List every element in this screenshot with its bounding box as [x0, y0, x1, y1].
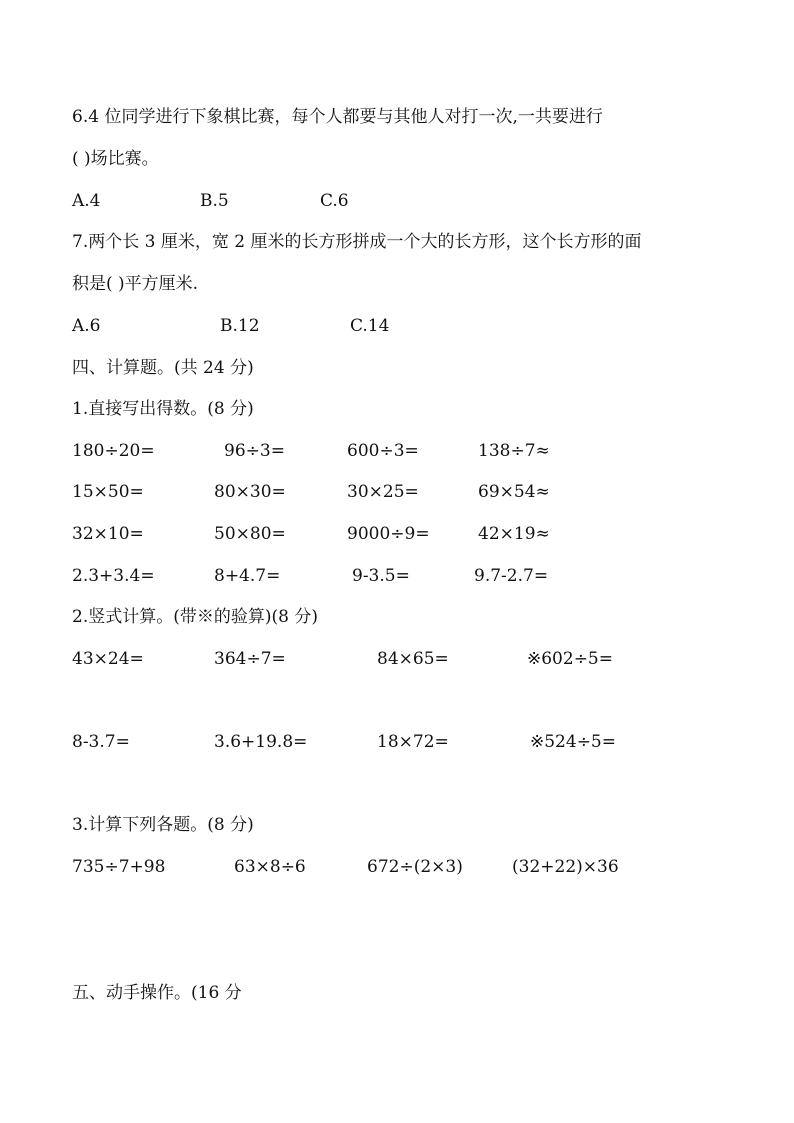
part2-r2-c4: ※524÷5= [530, 732, 616, 752]
part2-title: 2.竖式计算。(带※的验算)(8 分) [72, 607, 318, 627]
part2-r2-c2: 3.6+19.8= [214, 732, 308, 752]
part2-r2-c3: 18×72= [377, 732, 449, 752]
q6-stem-line1: 6.4 位同学进行下象棋比赛，每个人都要与其他人对打一次,一共要进行 [72, 107, 603, 127]
part3-item-1: 735÷7+98 [72, 857, 166, 877]
part1-r2-c1: 15×50= [72, 482, 144, 502]
part1-r4-c4: 9.7-2.7= [474, 566, 549, 586]
part1-r3-c1: 32×10= [72, 524, 144, 544]
q7-option-a: A.6 [72, 316, 101, 336]
part1-r1-c1: 180÷20= [72, 441, 155, 461]
part1-r2-c3: 30×25= [347, 482, 419, 502]
part2-r1-c2: 364÷7= [214, 649, 286, 669]
part1-r4-c3: 9-3.5= [352, 566, 410, 586]
part1-title: 1.直接写出得数。(8 分) [72, 399, 254, 419]
part3-item-2: 63×8÷6 [234, 857, 306, 877]
part2-r1-c3: 84×65= [377, 649, 449, 669]
part1-r2-c4: 69×54≈ [478, 482, 550, 502]
part2-r1-c4: ※602÷5= [527, 649, 613, 669]
part3-item-4: (32+22)×36 [512, 857, 619, 877]
section5-heading: 五、动手操作。(16 分 [72, 983, 242, 1003]
part1-r3-c2: 50×80= [214, 524, 286, 544]
part1-r4-c1: 2.3+3.4= [72, 566, 155, 586]
q7-stem-line2: 积是( )平方厘米. [72, 274, 199, 294]
q7-option-c: C.14 [350, 316, 390, 336]
part1-r3-c4: 42×19≈ [478, 524, 550, 544]
part1-r1-c2: 96÷3= [224, 441, 285, 461]
part1-r3-c3: 9000÷9= [347, 524, 430, 544]
part1-r4-c2: 8+4.7= [214, 566, 281, 586]
part2-r2-c1: 8-3.7= [72, 732, 130, 752]
section4-heading: 四、计算题。(共 24 分) [72, 358, 254, 378]
q6-stem-line2: ( )场比赛。 [72, 149, 159, 169]
q6-option-b: B.5 [200, 191, 229, 211]
part2-r1-c1: 43×24= [72, 649, 144, 669]
part1-r1-c4: 138÷7≈ [478, 441, 550, 461]
part1-r2-c2: 80×30= [214, 482, 286, 502]
q7-option-b: B.12 [220, 316, 260, 336]
part3-item-3: 672÷(2×3) [367, 857, 463, 877]
q6-option-c: C.6 [320, 191, 349, 211]
part3-title: 3.计算下列各题。(8 分) [72, 815, 254, 835]
part1-r1-c3: 600÷3= [347, 441, 419, 461]
q6-option-a: A.4 [72, 191, 101, 211]
q7-stem-line1: 7.两个长 3 厘米，宽 2 厘米的长方形拼成一个大的长方形，这个长方形的面 [72, 232, 642, 252]
